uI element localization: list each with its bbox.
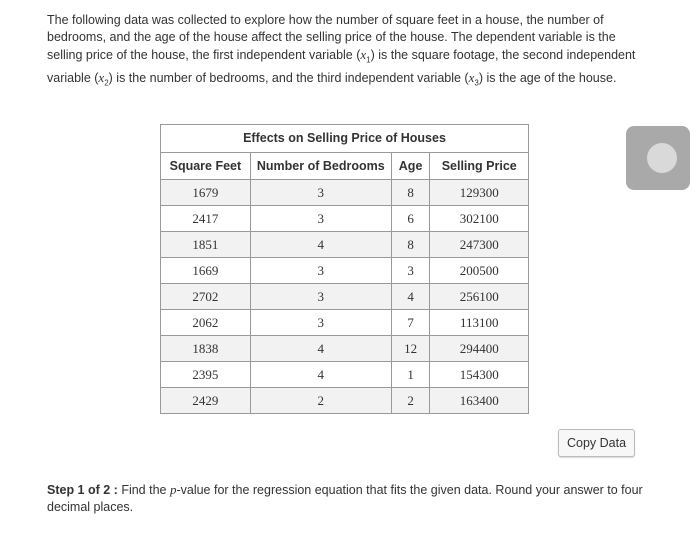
x1-subscript: 1 <box>366 55 371 65</box>
table-row <box>161 310 529 336</box>
cell-bedrooms: 3 <box>250 284 391 310</box>
cell-square-feet: 1669 <box>161 258 251 284</box>
cell-square-feet: 1679 <box>161 180 251 206</box>
cell-selling-price: 113100 <box>430 310 529 336</box>
copy-data-button[interactable]: Copy Data <box>558 429 635 457</box>
cell-bedrooms: 3 <box>250 180 391 206</box>
cell-age: 8 <box>391 180 430 206</box>
step-instruction <box>47 481 647 516</box>
header-selling-price: Selling Price <box>430 153 529 180</box>
cell-selling-price: 302100 <box>430 206 529 232</box>
x2-variable: x <box>98 69 105 85</box>
cell-age: 3 <box>391 258 430 284</box>
cell-age: 7 <box>391 310 430 336</box>
cell-age: 6 <box>391 206 430 232</box>
p-variable: p <box>169 482 177 497</box>
x3-variable: x <box>468 69 475 85</box>
cell-bedrooms: 2 <box>250 388 391 414</box>
cell-square-feet: 1851 <box>161 232 251 258</box>
table-title: Effects on Selling Price of Houses <box>160 124 529 152</box>
cell-selling-price: 129300 <box>430 180 529 206</box>
x3-subscript: 3 <box>474 78 479 87</box>
x2-subscript: 2 <box>104 78 109 87</box>
cell-square-feet: 2062 <box>161 310 251 336</box>
cell-bedrooms: 3 <box>250 206 391 232</box>
cell-age: 1 <box>391 362 430 388</box>
table-row <box>161 284 529 310</box>
table-row <box>161 232 529 258</box>
header-square-feet: Square Feet <box>161 153 251 180</box>
cell-age: 4 <box>391 284 430 310</box>
cell-selling-price: 294400 <box>430 336 529 362</box>
table-row <box>161 206 529 232</box>
cell-selling-price: 200500 <box>430 258 529 284</box>
cell-square-feet: 2417 <box>161 206 251 232</box>
cell-age: 8 <box>391 232 430 258</box>
side-panel-toggle[interactable] <box>626 126 690 190</box>
cell-square-feet: 2395 <box>161 362 251 388</box>
cell-bedrooms: 4 <box>250 362 391 388</box>
table-row <box>161 388 529 414</box>
cell-bedrooms: 3 <box>250 310 391 336</box>
intro-text-1: The following data was collected to explore how the number of square feet in a house, the number of bedrooms, and the age of the house affect the selling price of the house. The dependent variable is the selling price of the house, the first independent variable ( <box>47 13 616 62</box>
intro-text-4: ) is the age of the house. <box>478 70 617 85</box>
cell-square-feet: 1838 <box>161 336 251 362</box>
step-label: Step 1 of 2 : <box>47 483 118 497</box>
toggle-knob-icon <box>647 143 677 173</box>
table-header-row <box>161 153 529 180</box>
table-row <box>161 336 529 362</box>
table-row <box>161 362 529 388</box>
cell-selling-price: 163400 <box>430 388 529 414</box>
cell-age: 12 <box>391 336 430 362</box>
step-text-2: -value for the regression equation that fits the given data. Round your answer to four decimal places. <box>47 483 643 514</box>
intro-text-2: ) is the square footage, the second independent variable ( <box>47 48 636 85</box>
cell-selling-price: 256100 <box>430 284 529 310</box>
cell-selling-price: 154300 <box>430 362 529 388</box>
cell-bedrooms: 4 <box>250 336 391 362</box>
house-data-table <box>160 124 529 414</box>
cell-bedrooms: 3 <box>250 258 391 284</box>
cell-square-feet: 2429 <box>161 388 251 414</box>
header-age: Age <box>391 153 430 180</box>
step-text-1: Find the <box>117 483 170 497</box>
cell-bedrooms: 4 <box>250 232 391 258</box>
cell-age: 2 <box>391 388 430 414</box>
x1-variable: x <box>360 47 367 62</box>
intro-text-3: ) is the number of bedrooms, and the third independent variable ( <box>108 70 469 85</box>
cell-selling-price: 247300 <box>430 232 529 258</box>
table-row <box>161 180 529 206</box>
problem-intro <box>47 12 647 91</box>
cell-square-feet: 2702 <box>161 284 251 310</box>
table-row <box>161 258 529 284</box>
header-bedrooms: Number of Bedrooms <box>250 153 391 180</box>
